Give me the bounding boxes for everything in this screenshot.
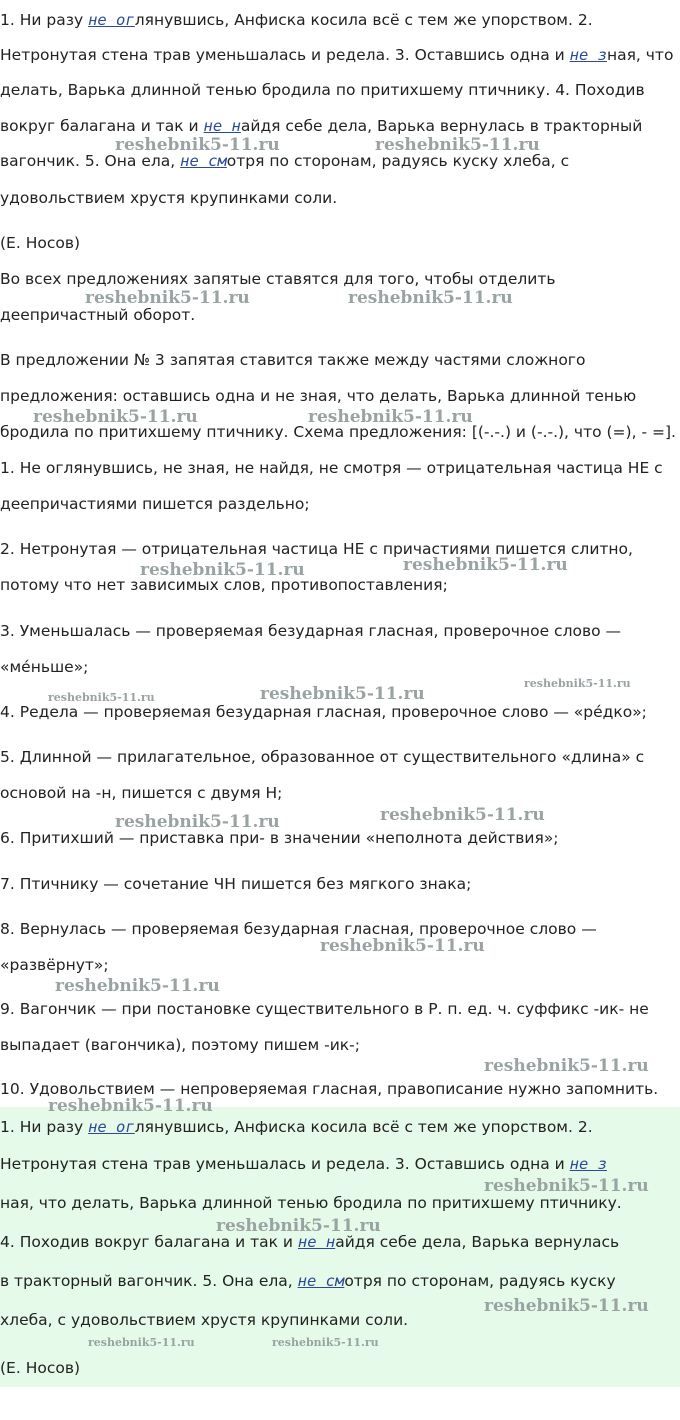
watermark: reshebnik5-11.ru <box>484 1056 649 1076</box>
text-line: 1. Ни разу не оглянувшись, Анфиска косила всё с тем же упорством. 2. <box>0 1118 593 1136</box>
watermark: reshebnik5-11.ru <box>348 288 513 308</box>
underlined-prefix: не з <box>569 1155 607 1173</box>
watermark: reshebnik5-11.ru <box>308 407 473 427</box>
list-item: 1. Не оглянувшись, не зная, не найдя, не смотря — отрицательная частица НЕ с <box>0 459 663 477</box>
underlined-prefix: не ог <box>88 1118 135 1136</box>
watermark: reshebnik5-11.ru <box>484 1176 649 1196</box>
list-item: «мéньше»; <box>0 658 89 676</box>
analysis-line: деепричастный оборот. <box>0 306 196 324</box>
text-line: Нетронутая стена трав уменьшалась и редела. 3. Оставшись одна и не зная, что <box>0 46 674 64</box>
list-item: 10. Удовольствием — непроверяемая гласная, правописание нужно запомнить. <box>0 1080 659 1098</box>
list-item: деепричастиями пишется раздельно; <box>0 495 310 513</box>
list-item: 8. Вернулась — проверяемая безударная гласная, проверочное слово — <box>0 920 597 938</box>
list-item: 4. Редела — проверяемая безударная гласная, проверочное слово — «рéдко»; <box>0 703 647 721</box>
text-line: 4. Походив вокруг балагана и так и не найдя себе дела, Варька вернулась <box>0 1233 620 1251</box>
watermark: reshebnik5-11.ru <box>140 560 305 580</box>
list-item: 6. Притихший — приставка при- в значении «неполнота действия»; <box>0 829 559 847</box>
watermark: reshebnik5-11.ru <box>115 812 280 832</box>
author-credit: (Е. Носов) <box>0 1359 81 1377</box>
text-line: вагончик. 5. Она ела, не смотря по сторонам, радуясь куску хлеба, с <box>0 152 570 170</box>
analysis-line: предложения: оставшись одна и не зная, что делать, Варька длинной тенью <box>0 387 637 405</box>
text-line: 1. Ни разу не оглянувшись, Анфиска косила всё с тем же упорством. 2. <box>0 11 593 29</box>
underlined-prefix: не см <box>297 1272 345 1290</box>
text-line: делать, Варька длинной тенью бродила по притихшему птичнику. 4. Походив <box>0 81 645 99</box>
analysis-line: В предложении № 3 запятая ставится также между частями сложного <box>0 351 586 369</box>
watermark: reshebnik5-11.ru <box>115 135 280 155</box>
analysis-line: Во всех предложениях запятые ставятся для того, чтобы отделить <box>0 270 556 288</box>
watermark: reshebnik5-11.ru <box>320 936 485 956</box>
list-item: 3. Уменьшалась — проверяемая безударная гласная, проверочное слово — <box>0 622 621 640</box>
watermark: reshebnik5-11.ru <box>48 1096 213 1116</box>
list-item: 5. Длинной — прилагательное, образованное от существительного «длина» с <box>0 748 645 766</box>
list-item: основой на -н, пишется с двумя Н; <box>0 784 283 802</box>
watermark: reshebnik5-11.ru <box>55 976 220 996</box>
watermark: reshebnik5-11.ru <box>33 407 198 427</box>
watermark: reshebnik5-11.ru <box>260 684 425 704</box>
underlined-prefix: не н <box>203 117 241 135</box>
list-item: 7. Птичнику — сочетание ЧН пишется без мягкого знака; <box>0 875 472 893</box>
text-line: ная, что делать, Варька длинной тенью бродила по притихшему птичнику. <box>0 1194 622 1212</box>
underlined-prefix: не ог <box>88 11 135 29</box>
text-line: удовольствием хрустя крупинками соли. <box>0 189 338 207</box>
underlined-prefix: не з <box>569 46 607 64</box>
watermark: reshebnik5-11.ru <box>380 805 545 825</box>
watermark: reshebnik5-11.ru <box>272 1336 379 1349</box>
list-item: 9. Вагончик — при постановке существительного в Р. п. ед. ч. суффикс -ик- не <box>0 1000 649 1018</box>
watermark: reshebnik5-11.ru <box>216 1216 381 1236</box>
text-line: Нетронутая стена трав уменьшалась и редела. 3. Оставшись одна и не з <box>0 1155 607 1173</box>
list-item: «развёрнут»; <box>0 956 109 974</box>
watermark: reshebnik5-11.ru <box>403 555 568 575</box>
underlined-prefix: не см <box>180 152 227 170</box>
watermark: reshebnik5-11.ru <box>375 135 540 155</box>
text-line: хлеба, с удовольствием хрустя крупинками соли. <box>0 1311 409 1329</box>
watermark: reshebnik5-11.ru <box>524 677 631 690</box>
list-item: потому что нет зависимых слов, противопоставления; <box>0 576 448 594</box>
watermark: reshebnik5-11.ru <box>85 288 250 308</box>
text-line: вокруг балагана и так и не найдя себе дела, Варька вернулась в тракторный <box>0 117 643 135</box>
author-credit: (Е. Носов) <box>0 234 81 252</box>
watermark: reshebnik5-11.ru <box>88 1336 195 1349</box>
text-line: в тракторный вагончик. 5. Она ела, не смотря по сторонам, радуясь куску <box>0 1272 616 1290</box>
watermark: reshebnik5-11.ru <box>48 691 155 704</box>
underlined-prefix: не н <box>297 1233 336 1251</box>
list-item: выпадает (вагончика), поэтому пишем -ик-; <box>0 1036 360 1054</box>
analysis-line: бродила по притихшему птичнику. Схема предложения: [(-.-.) и (-.-.), что (=), - =]. <box>0 423 676 441</box>
list-item: 2. Нетронутая — отрицательная частица НЕ с причастиями пишется слитно, <box>0 540 633 558</box>
watermark: reshebnik5-11.ru <box>484 1296 649 1316</box>
